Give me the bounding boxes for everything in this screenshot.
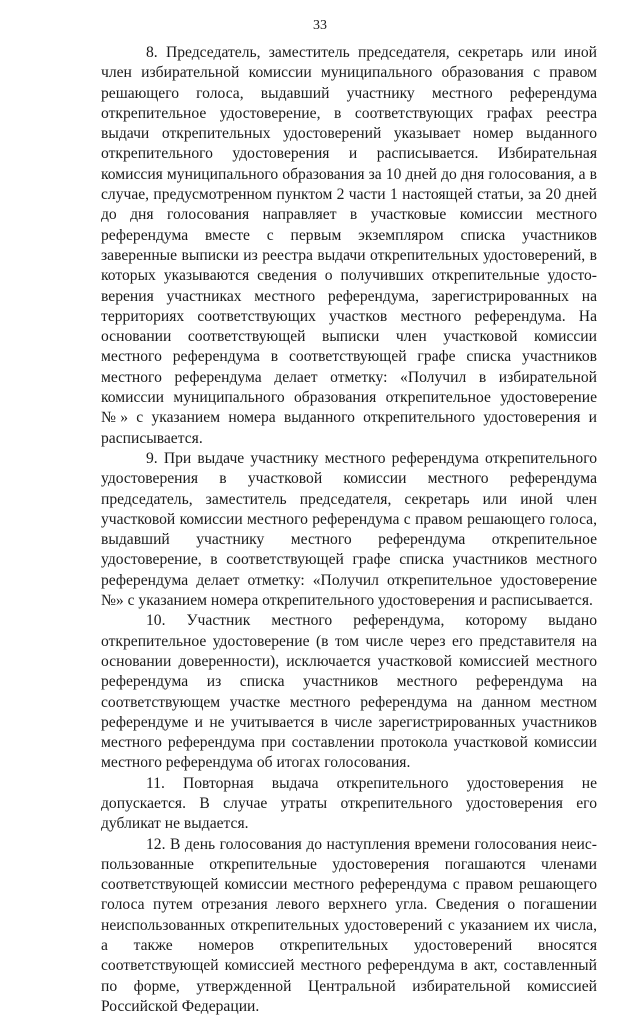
paragraph-8: 8. Председатель, заместитель председателя, секретарь или иной член избирательной комиссии муниципального образования с правом решающего голоса, выдавший участнику местного референдума открепительное удостоверение, в соответствующих графах реестра выдачи открепительных удостоверений указывает номер выданного открепительного удостоверения и расписывается. Избирательная комиссия муниципального образования за 10 дней до дня голосования, а в случае, предусмотренном пунктом 2 части 1 настоящей статьи, за 20 дней до дня голосования направляет в участковые комиссии местного референдума вместе с первым экземпляром списка участников заверенные выписки из реестра выдачи открепительных удостоверений, в которых указываются сведения о получивших открепительные удостоверения участниках местного референдума, зарегистрированных на территориях соответствующих участков местного референдума. На основании соответствующей выписки член участковой комиссии местного референдума в соответствующей графе списка участников местного референдума делает отметку: «Получил в избирательной комиссии муниципального образования открепительное удостоверение №» с указанием номера выданного открепительного удостоверения и расписывается. [101, 44, 597, 447]
page-number: 33 [313, 18, 327, 33]
paragraph-9: 9. При выдаче участнику местного референдума открепительного удостоверения в участковой комиссии местного референдума председатель, заместитель председателя, секретарь или иной член участковой комиссии местного референдума с правом решающего голоса, выдавший участнику местного референдума открепительное удостоверение, в соответствующей графе списка участников местного референдума делает отметку: «Получил открепительное удостоверение №» с указанием номера открепительного удостоверения и расписывается. [101, 449, 597, 610]
document-body [101, 43, 597, 1017]
paragraph-11: 11. Повторная выдача открепительного удостоверения не допускается. В случае утраты открепительного удостоверения его дубликат не выдается. [101, 774, 597, 833]
paragraph-10: 10. Участник местного референдума, которому выдано открепительное удостоверение (в том числе через его представителя на основании доверенности), исключается участковой комиссией местного референдума из списка участников местного референдума на соответствующем участке местного референдума на данном местном референдуме и не учитывается в числе зарегистрированных участников местного референдума при составлении протокола участковой комиссии местного референдума об итогах голосования. [101, 612, 597, 772]
paragraph-12: 12. В день голосования до наступления времени голосования неиспользованные открепительные удостоверения погашаются членами соответствующей комиссии местного референдума с правом решающего голоса путем отрезания левого верхнего угла. Сведения о погашении неиспользованных открепительных удостоверений с указанием их числа, а также номеров открепительных удостоверений вносятся соответствующей комиссией местного референдума в акт, составленный по форме, утвержденной Центральной избирательной комиссией Российской Федерации. [101, 835, 597, 1015]
